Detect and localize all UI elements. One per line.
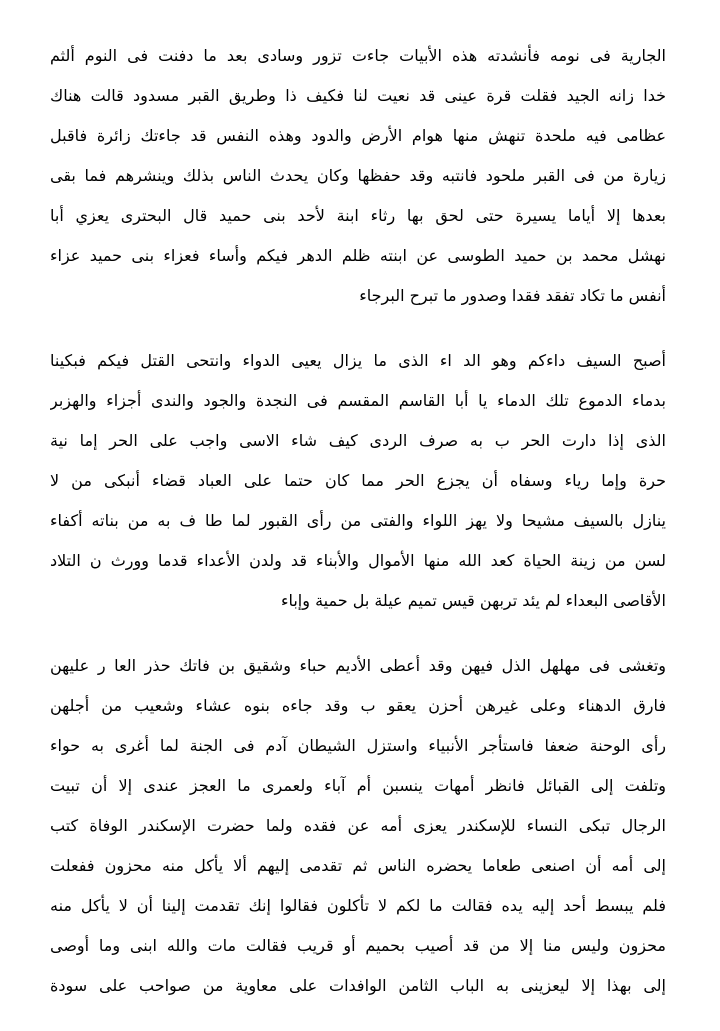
text-line: ينازل بالسيف مشيحا ولا يهز اللواء والفتى من رأى القبور لما طا ف به من بناته أكفاء (50, 511, 666, 530)
text-line: فارق الدهناء وعلى غيرهن أحزن يعقو ب وقد جاءه بنوه عشاء وشعيب من أجلهن (50, 696, 666, 715)
text-line: نهشل محمد بن حميد الطوسى عن ابنته ظلم الدهر فيكم وأساء فعزاء بنى حميد عزاء (50, 246, 666, 265)
text-line: وتلفت إلى القبائل فانظر أمهات ينسبن أم آباء ولعمرى ما العجز عندى إلا أن تبيت (50, 776, 666, 795)
text-line: وتغشى فى مهلهل الذل فيهن وقد أعطى الأديم حباء وشقيق بن فاتك حذر العا ر عليهن (50, 656, 666, 675)
text-line: أنفس ما تكاد تفقد فقدا وصدور ما تبرح البرجاء (359, 286, 666, 305)
text-line: بدماء الدموع تلك الدماء يا أبا القاسم المقسم فى النجدة والجود والندى أجزاء والهزبر (50, 391, 666, 410)
paragraph-1 (50, 36, 666, 316)
paragraph-2 (50, 341, 666, 621)
text-line: فلم يبسط أحد إليه يده فقالت ما لكم لا تأكلون فقالوا إنك تقدمت إلينا أن لا يأكل منه (50, 896, 666, 915)
text-line: زيارة من فى القبر ملحود فانتبه وقد حفظها وكان يحدث الناس بذلك وينشرهم فما بقى (50, 166, 666, 185)
paragraph-3 (50, 646, 666, 1006)
text-line: لسن من زينة الحياة كعد الله منها الأموال والأبناء قد ولدن الأعداء قدما وورث ن التلاد (50, 551, 666, 570)
text-line: حرة وإما رياء وسفاه أن يجزع الحر مما كان حتما على العباد قضاء أنبكى من لا (50, 471, 666, 490)
text-line: الجارية فى نومه فأنشدته هذه الأبيات جاءت تزور وسادى بعد ما دفنت فى النوم ألثم (50, 46, 666, 65)
document-page (50, 36, 666, 1031)
text-line: الأقاصى البعداء لم يئد تربهن قيس تميم عيلة بل حمية وإباء (280, 591, 666, 610)
text-line: إلى أمه أن اصنعى طعاما يحضره الناس ثم تقدمى إليهم ألا يأكل منه محزون ففعلت (50, 856, 666, 875)
text-line: خدا زانه الجيد فقلت قرة عينى قد نعيت لنا فكيف ذا وطريق القبر مسدود قالت هناك (50, 86, 666, 105)
text-line: إلى بهذا إلا ليعزينى به الباب الثامن الوافدات على معاوية من صواحب على سودة (50, 976, 666, 995)
text-line: عظامى فيه ملحدة تنهش منها هوام الأرض والدود وهذه النفس قد جاءتك زائرة فاقبل (50, 126, 666, 145)
text-line: محزون وليس منا إلا من قد أصيب بحميم أو قريب فقالت مات والله ابنى وما أوصى (50, 936, 666, 955)
text-line: بعدها إلا أياما يسيرة حتى لحق بها رثاء ابنة لأحد بنى حميد قال البحترى يعزي أبا (50, 206, 666, 225)
text-line: رأى الوحنة ضعفا فاستأجر الأنبياء واستزل الشيطان آدم فى الجنة لما أغرى به حواء (50, 736, 666, 755)
text-line: الذى إذا دارت الحر ب به صرف الردى كيف شاء الاسى واجب على الحر إما نية (50, 431, 666, 450)
text-line: أصبح السيف داءكم وهو الد اء الذى ما يزال يعيى الدواء وانتحى القتل فيكم فبكينا (50, 351, 666, 370)
text-line: الرجال تبكى النساء للإسكندر يعزى أمه عن فقده ولما حضرت الإسكندر الوفاة كتب (50, 816, 666, 835)
